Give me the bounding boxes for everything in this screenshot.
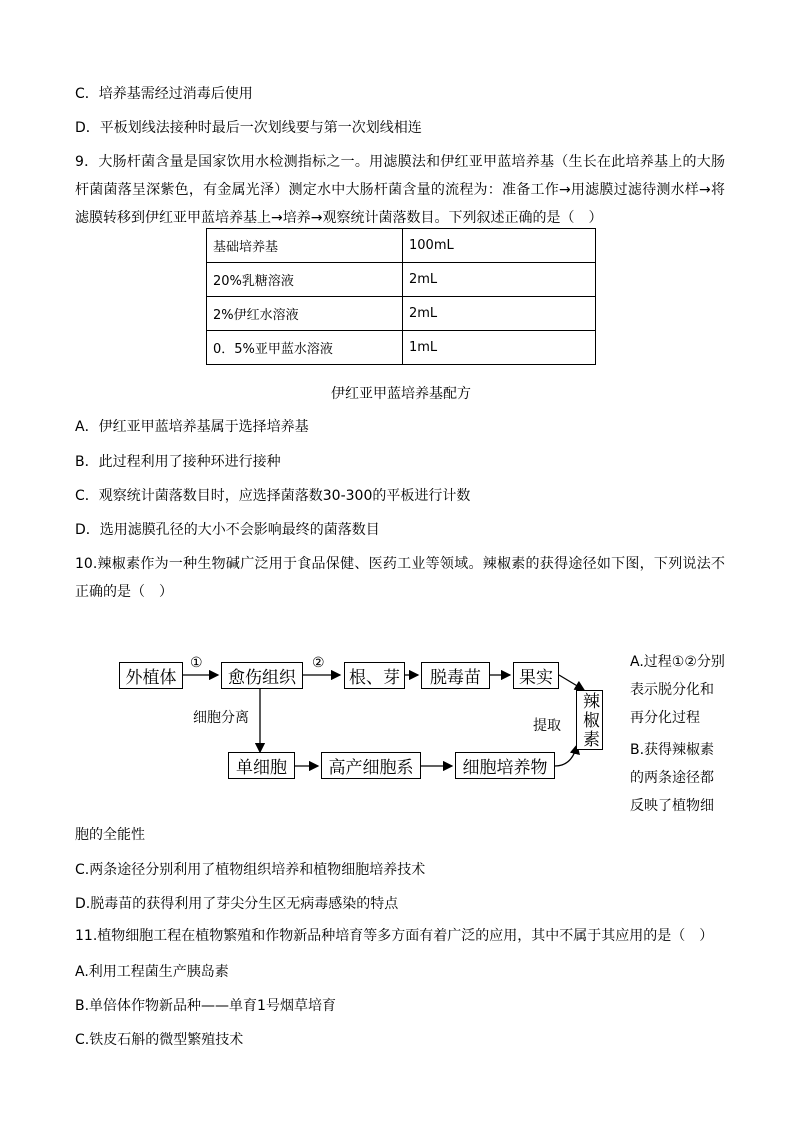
table-cell: 基础培养基	[207, 229, 403, 263]
option-c-q11: C.铁皮石斛的微型繁殖技术	[75, 1032, 244, 1048]
option-c-q9: C．观察统计菌落数目时，应选择菌落数30-300的平板进行计数	[75, 488, 471, 504]
table-cell: 2%伊红水溶液	[207, 297, 403, 331]
step-2-label: ②	[312, 655, 325, 671]
table-cell: 0．5%亚甲蓝水溶液	[207, 331, 403, 365]
cell-separation-label: 细胞分离	[193, 710, 249, 726]
option-d-q10: D.脱毒苗的获得利用了芽尖分生区无病毒感染的特点	[75, 896, 399, 912]
question-9: 9．大肠杆菌含量是国家饮用水检测指标之一。用滤膜法和伊红亚甲蓝培养基（生长在此培养基上的大肠杆菌菌落呈深紫色，有金属光泽）测定水中大肠杆菌含量的流程为：准备工作→用滤膜过滤待测水样→将滤膜转移到伊红亚甲蓝培养基上→培养→观察统计菌落数目。下列叙述正确的是（ ）	[75, 154, 725, 226]
option-c-q8: C．培养基需经过消毒后使用	[75, 86, 253, 102]
option-a-q9: A．伊红亚甲蓝培养基属于选择培养基	[75, 419, 309, 435]
table-cell: 2mL	[403, 297, 596, 331]
high-yield-line-box: 高产细胞系	[321, 752, 421, 779]
table-cell: 1mL	[403, 331, 596, 365]
option-a-q10: A.过程①②分别表示脱分化和再分化过程	[630, 654, 725, 726]
option-d-q8: D．平板划线法接种时最后一次划线要与第一次划线相连	[75, 120, 422, 136]
option-b-q10-tail: 胞的全能性	[75, 827, 145, 843]
table-caption: 伊红亚甲蓝培养基配方	[331, 386, 471, 402]
callus-box: 愈伤组织	[221, 662, 303, 689]
option-b-q9: B．此过程利用了接种环进行接种	[75, 454, 281, 470]
single-cell-box: 单细胞	[228, 752, 295, 779]
question-11: 11.植物细胞工程在植物繁殖和作物新品种培育等多方面有着广泛的应用，其中不属于其应用的是（ ）	[75, 928, 714, 944]
option-b-q11: B.单倍体作物新品种——单育1号烟草培育	[75, 998, 336, 1014]
question-10: 10.辣椒素作为一种生物碱广泛用于食品保健、医药工业等领域。辣椒素的获得途径如下图，下列说法不正确的是（ ）	[75, 556, 725, 600]
option-a-q11: A.利用工程菌生产胰岛素	[75, 964, 229, 980]
explant-box: 外植体	[119, 662, 183, 689]
capsaicin-box: 辣椒素	[576, 690, 603, 750]
step-1-label: ①	[190, 655, 203, 671]
option-c-q10: C.两条途径分别利用了植物组织培养和植物细胞培养技术	[75, 862, 426, 878]
table-cell: 20%乳糖溶液	[207, 263, 403, 297]
seedling-box: 脱毒苗	[421, 662, 490, 689]
table-cell: 100mL	[403, 229, 596, 263]
root-bud-box: 根、芽	[344, 662, 405, 689]
extract-label: 提取	[533, 718, 561, 734]
cell-culture-box: 细胞培养物	[455, 752, 555, 779]
option-d-q9: D．选用滤膜孔径的大小不会影响最终的菌落数目	[75, 522, 380, 538]
option-b-q10: B.获得辣椒素的两条途径都反映了植物细	[630, 742, 715, 814]
fruit-box: 果实	[513, 662, 559, 689]
table-cell: 2mL	[403, 263, 596, 297]
